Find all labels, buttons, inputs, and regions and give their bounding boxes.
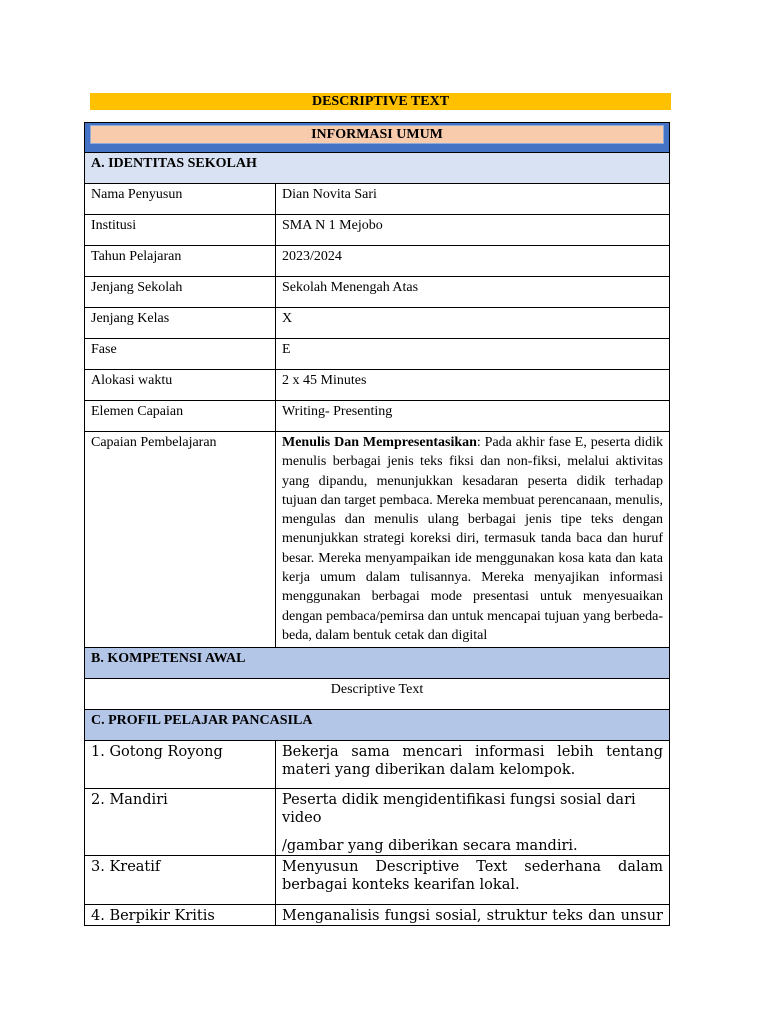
row-value: E xyxy=(276,339,670,370)
profil-label: 4. Berpikir Kritis xyxy=(85,905,276,926)
section-c-heading: C. PROFIL PELAJAR PANCASILA xyxy=(85,710,670,741)
row-label: Tahun Pelajaran xyxy=(85,246,276,277)
row-label: Elemen Capaian xyxy=(85,401,276,432)
lesson-plan-table xyxy=(84,122,670,926)
row-value: Writing- Presenting xyxy=(276,401,670,432)
kompetensi-awal-row xyxy=(85,679,670,710)
row-label: Jenjang Sekolah xyxy=(85,277,276,308)
row-value: Sekolah Menengah Atas xyxy=(276,277,670,308)
row-value: 2 x 45 Minutes xyxy=(276,370,670,401)
profil-value: Menyusun Descriptive Text sederhana dalam berbagai konteks kearifan lokal. xyxy=(276,856,670,905)
row-value: Dian Novita Sari xyxy=(276,184,670,215)
table-row xyxy=(85,905,670,926)
capaian-text xyxy=(276,432,670,648)
capaian-body: : Pada akhir fase E, peserta didik menulis berbagai jenis teks fiksi dan non-fiksi, melalui aktivitas yang dipandu, menunjukkan kesadaran peserta didik terhadap tujuan dan target pembaca. Mereka membuat perencanaan, menulis, mengulas dan menulis ulang berbagai jenis tipe teks dengan menunjukkan strategi koreksi diri, termasuk tanda baca dan huruf besar. Mereka menyampaikan ide menggunakan kosa kata dan kata kerja umum dalam tulisannya. Mereka menyajikan informasi menggunakan berbagai mode presentasi untuk menyesuaikan dengan pembaca/pemirsa dan untuk mencapai tujuan yang berbeda-beda, dalam bentuk cetak dan digital xyxy=(282,435,663,643)
table-row xyxy=(85,370,670,401)
document-title: DESCRIPTIVE TEXT xyxy=(90,93,671,110)
section-b-heading: B. KOMPETENSI AWAL xyxy=(85,648,670,679)
section-b-row xyxy=(85,648,670,679)
profil-value-line2: /gambar yang diberikan secara mandiri. xyxy=(282,838,578,855)
kompetensi-awal-value: Descriptive Text xyxy=(85,679,670,710)
profil-label: 3. Kreatif xyxy=(85,856,276,905)
table-row xyxy=(85,339,670,370)
row-value: SMA N 1 Mejobo xyxy=(276,215,670,246)
capaian-row xyxy=(85,432,670,648)
row-value: 2023/2024 xyxy=(276,246,670,277)
section-c-row xyxy=(85,710,670,741)
table-row xyxy=(85,401,670,432)
row-label: Nama Penyusun xyxy=(85,184,276,215)
info-umum-row xyxy=(85,123,670,153)
table-row xyxy=(85,246,670,277)
profil-label: 2. Mandiri xyxy=(85,789,276,856)
profil-value xyxy=(276,789,670,856)
info-umum-heading: INFORMASI UMUM xyxy=(90,125,664,144)
row-label: Fase xyxy=(85,339,276,370)
table-row xyxy=(85,789,670,856)
profil-value-line1: Peserta didik mengidentifikasi fungsi sosial dari video xyxy=(282,792,636,827)
table-row xyxy=(85,741,670,789)
profil-label: 1. Gotong Royong xyxy=(85,741,276,789)
table-row xyxy=(85,184,670,215)
table-row xyxy=(85,308,670,339)
profil-value: Menganalisis fungsi sosial, struktur teks dan unsur xyxy=(276,905,670,926)
row-value: X xyxy=(276,308,670,339)
table-row xyxy=(85,277,670,308)
table-row xyxy=(85,856,670,905)
row-label: Alokasi waktu xyxy=(85,370,276,401)
capaian-label: Capaian Pembelajaran xyxy=(85,432,276,648)
table-row xyxy=(85,215,670,246)
capaian-bold: Menulis Dan Mempresentasikan xyxy=(282,435,477,450)
section-a-heading: A. IDENTITAS SEKOLAH xyxy=(85,153,670,184)
row-label: Institusi xyxy=(85,215,276,246)
row-label: Jenjang Kelas xyxy=(85,308,276,339)
section-a-row xyxy=(85,153,670,184)
profil-value: Bekerja sama mencari informasi lebih tentang materi yang diberikan dalam kelompok. xyxy=(276,741,670,789)
